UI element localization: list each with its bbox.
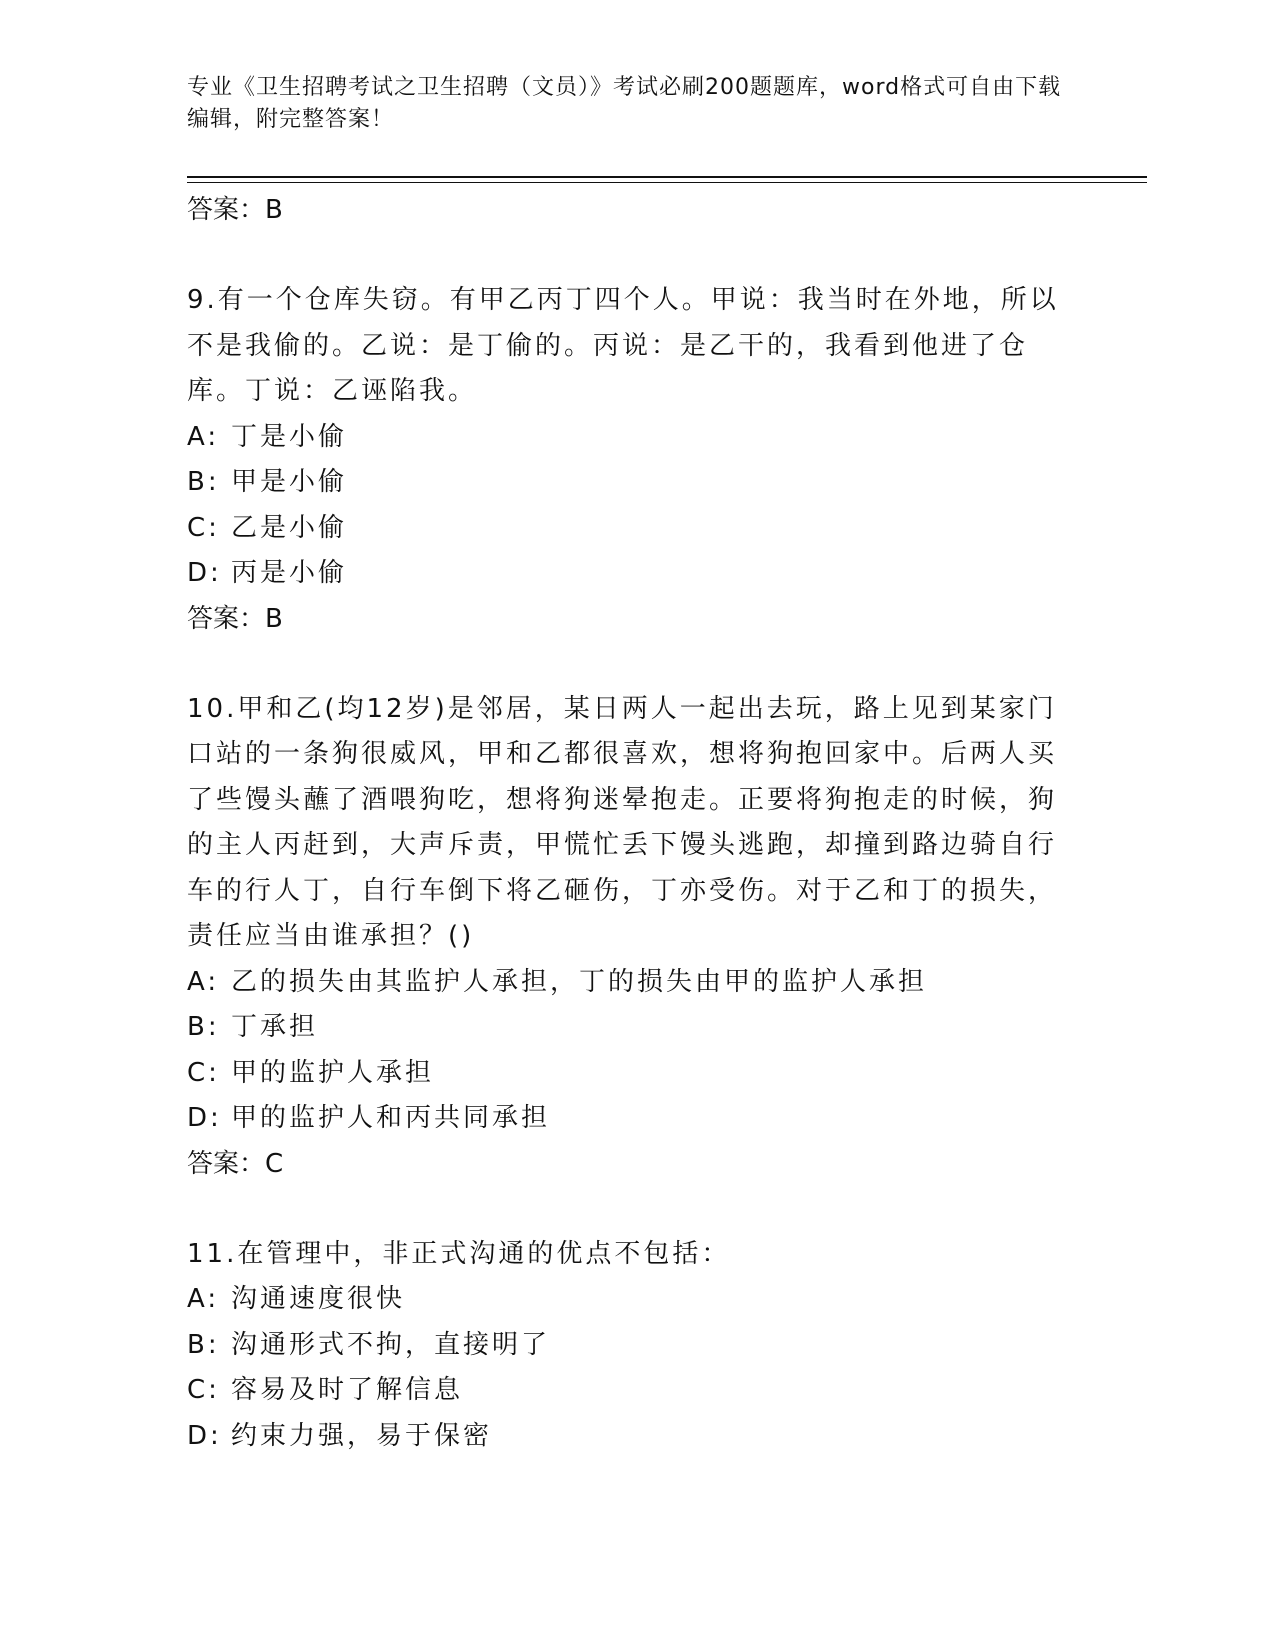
option-a <box>187 415 1067 461</box>
option-letter: B: <box>187 1012 220 1042</box>
option-letter: C: <box>187 1375 220 1405</box>
option-text: 沟通形式不拘，直接明了 <box>231 1329 551 1360</box>
answer-line: 答案：C <box>187 1148 284 1179</box>
answer-line: 答案：B <box>187 603 283 634</box>
option-a <box>187 960 1067 1006</box>
option-c <box>187 1051 1067 1097</box>
question-content <box>187 188 1067 1459</box>
option-letter: A: <box>187 421 220 452</box>
option-c <box>187 1368 1067 1414</box>
question-text: 10.甲和乙(均12岁)是邻居，某日两人一起出去玩，路上见到某家门口站的一条狗很威风，甲和乙都很喜欢，想将狗抱回家中。后两人买了些馒头蘸了酒喂狗吃，想将狗迷晕抱走。正要将狗抱走的时候，狗的主人丙赶到，大声斥责，甲慌忙丢下馒头逃跑，却撞到路边骑自行车的行人丁，自行车倒下将乙砸伤，丁亦受伤。对于乙和丁的损失，责任应当由谁承担？() <box>187 693 1058 951</box>
option-text: 沟通速度很快 <box>231 1284 406 1314</box>
option-letter: B: <box>187 467 220 497</box>
option-letter: C: <box>187 1057 220 1088</box>
option-c <box>187 506 1067 552</box>
option-d <box>187 551 1067 597</box>
option-b <box>187 460 1067 506</box>
option-letter: B: <box>187 1329 220 1360</box>
option-b <box>187 1323 1067 1369</box>
option-letter: D: <box>187 1103 222 1133</box>
option-text: 乙的损失由其监护人承担，丁的损失由甲的监护人承担 <box>231 966 928 997</box>
option-text: 甲是小偷 <box>231 467 348 497</box>
question-item <box>187 687 1067 1186</box>
option-d <box>187 1414 1067 1460</box>
option-text: 乙是小偷 <box>231 512 348 543</box>
header-rule-thin <box>187 182 1147 183</box>
question-item <box>187 278 1067 641</box>
option-b <box>187 1005 1067 1051</box>
option-letter: A: <box>187 966 220 997</box>
option-text: 丁是小偷 <box>231 421 348 452</box>
answer-line: 答案：B <box>187 195 283 225</box>
option-text: 约束力强，易于保密 <box>231 1420 493 1451</box>
question-text: 9.有一个仓库失窃。有甲乙丙丁四个人。甲说：我当时在外地，所以不是我偷的。乙说：是丁偷的。丙说：是乙干的，我看到他进了仓库。丁说：乙诬陷我。 <box>187 285 1059 406</box>
page-header: 专业《卫生招聘考试之卫生招聘（文员）》考试必刷200题题库，word格式可自由下载编辑，附完整答案！ <box>187 75 1062 132</box>
option-letter: D: <box>187 558 222 588</box>
option-text: 甲的监护人和丙共同承担 <box>231 1103 551 1133</box>
option-letter: D: <box>187 1420 222 1451</box>
option-letter: C: <box>187 512 220 543</box>
header-rule-thick <box>187 176 1147 178</box>
question-item <box>187 1232 1067 1460</box>
option-text: 丙是小偷 <box>231 558 348 588</box>
option-text: 甲的监护人承担 <box>231 1057 435 1088</box>
option-a <box>187 1277 1067 1323</box>
question-text: 11.在管理中，非正式沟通的优点不包括： <box>187 1238 731 1269</box>
option-d <box>187 1096 1067 1142</box>
option-text: 丁承担 <box>231 1012 319 1042</box>
option-text: 容易及时了解信息 <box>231 1375 464 1405</box>
option-letter: A: <box>187 1284 220 1314</box>
